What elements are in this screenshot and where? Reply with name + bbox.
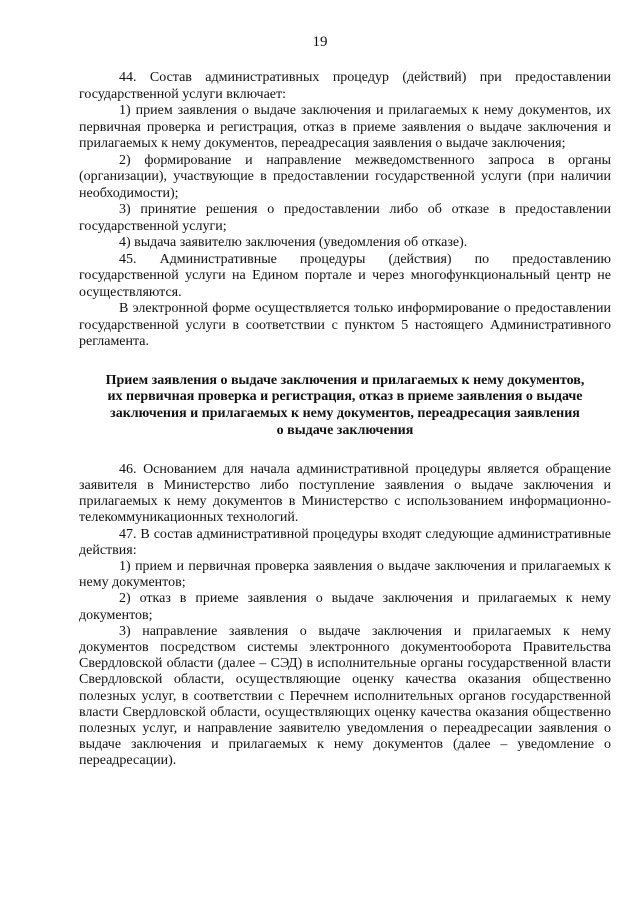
heading-line: о выдаче заключения bbox=[276, 422, 414, 438]
heading-line: их первичная проверка и регистрация, отказ в приеме заявления о выдаче bbox=[107, 389, 583, 405]
document-body bbox=[79, 70, 611, 770]
paragraph-44-item-1: 1) прием заявления о выдаче заключения и прилагаемых к нему документов, их первичная проверка и регистрация, отказ в приеме заявления о выдаче заключения и прилагаемых к нему документов, переадресация заявления о выдаче заключения; bbox=[79, 103, 611, 151]
paragraph-45-electronic: В электронной форме осуществляется только информирование о предоставлении государственной услуги в соответствии с пунктом 5 настоящего Административного регламента. bbox=[79, 301, 611, 349]
heading-line: Прием заявления о выдаче заключения и прилагаемых к нему документов, bbox=[105, 372, 585, 388]
page-number: 19 bbox=[312, 34, 328, 50]
paragraph-44-item-4: 4) выдача заявителю заключения (уведомления об отказе). bbox=[119, 235, 468, 250]
paragraph-47-item-3: 3) направление заявления о выдаче заключения и прилагаемых к нему документов посредством системы электронного документооборота Правительства Свердловской области (далее – СЭД) в исполнительные органы государственной власти Свердловской области, осуществляющие оценку качества оказания общественно полезных услуг, в соответствии с Перечнем исполнительных органов государственной власти Свердловской области, осуществляющих оценку качества оказания общественно полезных услуг, и направление заявителю уведомления о переадресации заявления о выдаче заключения и прилагаемых к нему документов (далее – уведомление о переадресации). bbox=[79, 623, 611, 769]
paragraph-44-item-2: 2) формирование и направление межведомственного запроса в органы (организации), участвующие в предоставлении государственной услуги (при наличии необходимости); bbox=[79, 152, 611, 201]
paragraph-45: 45. Административные процедуры (действия) по предоставлению государственной услуги на Едином портале и через многофункциональный центр не осуществляются. bbox=[79, 251, 611, 300]
paragraph-44: 44. Состав административных процедур (действий) при предоставлении государственной услуги включает: bbox=[79, 70, 611, 102]
paragraph-44-item-3: 3) принятие решения о предоставлении либо об отказе в предоставлении государственной услуги; bbox=[79, 202, 611, 234]
heading-line: заключения и прилагаемых к нему документов, переадресация заявления bbox=[110, 406, 580, 422]
paragraph-47-item-2: 2) отказ в приеме заявления о выдаче заключения и прилагаемых к нему документов; bbox=[79, 591, 611, 623]
paragraph-47-item-1: 1) прием и первичная проверка заявления о выдаче заключения и прилагаемых к нему документов; bbox=[79, 558, 611, 591]
paragraph-46: 46. Основанием для начала административной процедуры является обращение заявителя в Министерство либо поступление заявления о выдаче заключения и прилагаемых к нему документов в Министерство с использованием информационно-телекоммуникационных технологий. bbox=[79, 461, 611, 526]
paragraph-47: 47. В состав административной процедуры входят следующие административные действия: bbox=[79, 526, 611, 558]
section-heading bbox=[79, 373, 611, 440]
